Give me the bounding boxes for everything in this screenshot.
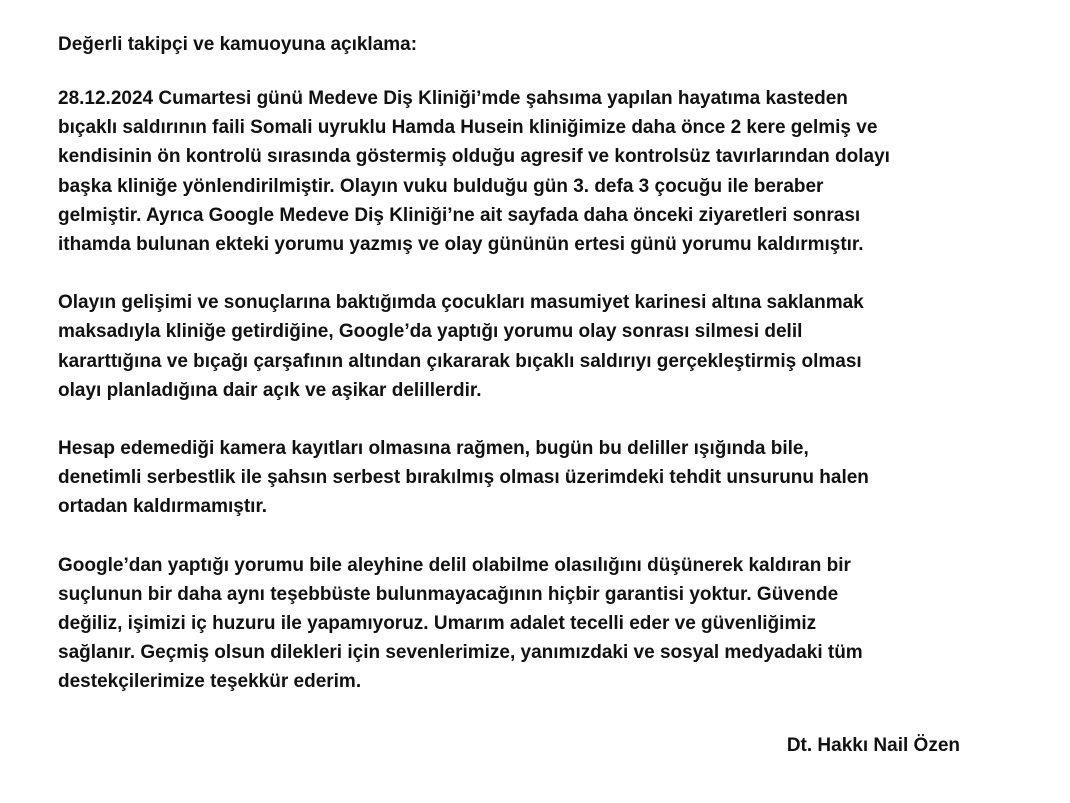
- paragraph-line: 28.12.2024 Cumartesi günü Medeve Diş Kliniği’mde şahsıma yapılan hayatıma kasteden: [58, 88, 848, 109]
- paragraph-closing: [58, 551, 1018, 697]
- paragraph-line: Google’dan yaptığı yorumu bile aleyhine delil olabilme olasılığını düşünerek kaldıran bir: [58, 554, 851, 576]
- paragraph-line: Hesap edemediği kamera kayıtları olmasına rağmen, bugün bu deliller ışığında bile,: [58, 438, 809, 460]
- paragraph-line: gelmiştir. Ayrıca Google Medeve Diş Kliniği’ne ait sayfada daha önceki ziyaretleri sonrası: [58, 204, 861, 226]
- paragraph-line: ithamda bulunan ekteki yorumu yazmış ve olay gününün ertesi günü yorumu kaldırmıştır.: [58, 234, 864, 256]
- statement-body: [58, 30, 1018, 726]
- paragraph-line: Olayın gelişimi ve sonuçlarına baktığımda çocukları masumiyet karinesi altına saklanmak: [58, 292, 864, 314]
- paragraph-line: suçlunun bir daha aynı teşebbüste bulunmayacağının hiçbir garantisi yoktur. Güvende: [58, 583, 839, 605]
- paragraph-line: sağlanır. Geçmiş olsun dilekleri için sevenlerimize, yanımızdaki ve sosyal medyadaki tüm: [58, 642, 863, 664]
- paragraph-line: kararttığına ve bıçağı çarşafının altından çıkararak bıçaklı saldırıyı gerçekleştirmiş olması: [58, 350, 862, 372]
- paragraph-line: değiliz, işimizi iç huzuru ile yapamıyoruz. Umarım adalet tecelli eder ve güvenliğimiz: [58, 613, 817, 635]
- paragraph-line: kendisinin ön kontrolü sırasında göstermiş olduğu agresif ve kontrolsüz tavırlarından dolayı: [58, 146, 890, 168]
- paragraph-incident: [58, 84, 1018, 259]
- paragraph-line: denetimli serbestlik ile şahsın serbest bırakılmış olması üzerimdeki tehdit unsurunu halen: [58, 467, 869, 489]
- signature: Dt. Hakkı Nail Özen: [786, 735, 960, 756]
- paragraph-line: ortadan kaldırmamıştır.: [58, 496, 268, 518]
- paragraph-line: destekçilerimize teşekkür ederim.: [58, 671, 362, 693]
- paragraph-line: bıçaklı saldırının faili Somali uyruklu Hamda Husein kliniğimize daha önce 2 kere gelmiş ve: [58, 117, 878, 139]
- paragraph-line: olayı planladığına dair açık ve aşikar delillerdir.: [58, 379, 482, 401]
- greeting-heading: Değerli takipçi ve kamuoyuna açıklama:: [58, 34, 418, 55]
- paragraph-threat: [58, 434, 1018, 522]
- paragraph-line: maksadıyla kliniğe getirdiğine, Google’da yaptığı yorumu olay sonrası silmesi delil: [58, 321, 803, 343]
- paragraph-evidence: [58, 288, 1018, 405]
- paragraph-line: başka kliniğe yönlendirilmiştir. Olayın vuku bulduğu gün 3. defa 3 çocuğu ile beraber: [58, 175, 824, 197]
